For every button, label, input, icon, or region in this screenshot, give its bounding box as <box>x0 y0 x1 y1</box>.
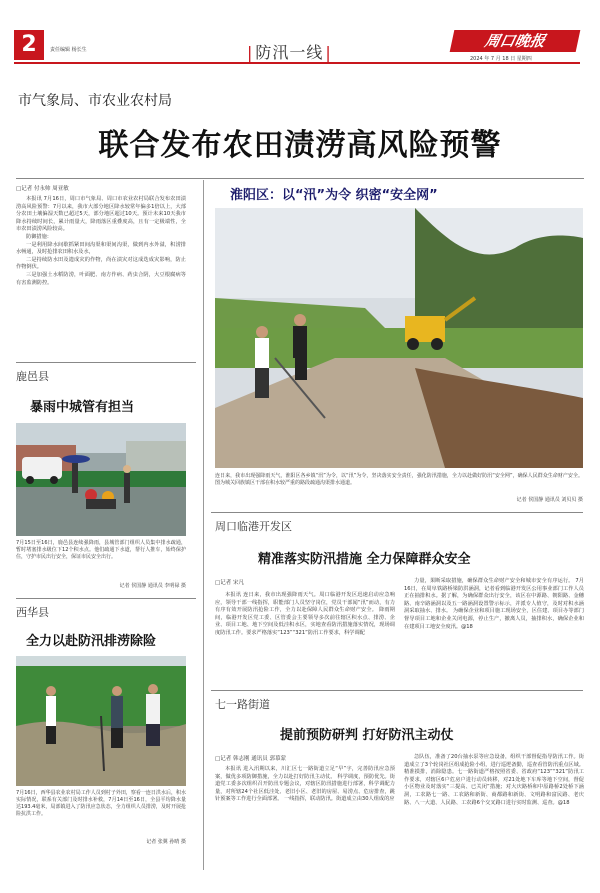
qiyi-reporter: □记者 韩志刚 通讯员 郭慕蒙 <box>215 756 286 762</box>
huaiyang-headline: 淮阳区：以“汛”为令 织密“安全网” <box>230 188 438 203</box>
linkong-reporter: □记者 宋凡 <box>215 580 244 586</box>
main-kicker: 市气象局、市农业农村局 <box>18 93 172 109</box>
linkong-col-2: 力量，果断采取措施，确保群众生命财产安全和城市安全有序运行。 7月16日，在周阜铁路桥梁防洪涵洞，记者看到临港开发区公用事业部门工作人员正在抽排积水。据了解，为确保群众出行安全，该区在中源路、朝阳路、金穗路、南辛路涵洞以及五一路涵洞设置警示标示，并派专人值守，及时对积水涵洞采取抽水、排水。 为确保企业和项目施工现场安全，区住建、项目办等部门督导项目工地和企业关闭电源，停止生产，撤离人员，抽排积水，确保企业和在建项目工地安全度汛。@18 <box>404 578 584 630</box>
section-title <box>245 40 334 63</box>
page-number: 2 <box>14 30 44 60</box>
xihua-caption: 7月16日，西华县农业农村局工作人员到村子外田，察看一连日洪水后，积水实际情况，联系有关部门及时排水补救，7月14日至16日，全县平均降水量达193.4毫米，局部镇进入了防汛应急状态，全力组织人员排涝，及时开展抢险抗洪工作。 <box>16 790 186 817</box>
section-title-text: 防汛一线 <box>255 43 324 62</box>
main-paragraph-2: 防御措施： <box>26 233 52 240</box>
main-measure-2: 二是持续防水田及遗成灾的作物，尚在渍灾对这成迭成灾影响，防止作物倒伏。 <box>16 256 186 271</box>
date-line: 2024 年 7 月 18 日 星期四 <box>470 56 532 62</box>
luyi-photo <box>16 423 186 536</box>
qiyi-col-2: 急队伍，准备了20台抽水泵等应急设备，组织干部督促指导防汛工作。街道成立了3个轮岗社区组成抢险小组，进行巡逻备勤，巡查看管防汛重点区域。 精准摸排，消除隐患。七一路街道严格按照省委、省政府“123”“321”防汛工作要求，对辖区6户危房户进行动员转移，对21处地下车库等地下空间，督促小区物业及时落实“三提高、已关闭”措施；对大庆路桥和中原路桥2处桥下涵洞，工农路七一路、工农路和新街、商都路和新街、文明路和富民路、老庆路、八一大道、人民路、工农路6个交叉路口进行实时监测、巡查。@18 <box>404 754 584 806</box>
xihua-headline: 全力以赴防汛排涝除险 <box>26 634 157 649</box>
qiyi-rule <box>211 690 583 691</box>
main-rule <box>16 178 584 179</box>
luyi-section-label: 鹿邑县 <box>16 370 49 383</box>
xihua-photo <box>16 656 186 786</box>
main-body <box>16 196 186 287</box>
main-paragraph-1: 本报讯 7月16日，周口市气象局、周口市农业农村局联合发布农田渍涝高风险预警：7月以来，我市大部分地区降水较常年偏多1倍以上，大部分农田土壤偏湿天数已超过5天，部分地区超过10天。预计未来10天我市降水持续时间长，累计雨量大，降雨落区重叠度高，且有一定极端性，全市农田渍涝风险较高。 <box>16 196 186 233</box>
huaiyang-credit: 记者 侯国静 通讯员 刘贝贝 摄 <box>516 497 583 503</box>
linkong-section-label: 周口临港开发区 <box>215 520 292 533</box>
xihua-section-label: 西华县 <box>16 606 49 619</box>
main-measure-1: 一是利用降水间歇抓紧田间沟渠和渠间沟渠，做到内水外溢，积涝排水畅通，及时抢排农田积水及水， <box>16 241 186 256</box>
main-reporter: □记者 付永帅 周亚敏 <box>16 186 69 192</box>
luyi-credit: 记者 侯国静 通讯员 李明禄 摄 <box>119 583 186 589</box>
qiyi-section-label: 七一路街道 <box>215 698 270 711</box>
linkong-rule <box>211 512 583 513</box>
bar-left-icon: | <box>247 43 254 62</box>
luyi-headline: 暴雨中城管有担当 <box>30 400 135 415</box>
xihua-rule <box>16 598 196 599</box>
main-headline: 联合发布农田渍涝高风险预警 <box>98 128 502 163</box>
linkong-col-1: 本报讯 连日来，我市出现强降雨天气。周口临港开发区迅速启动应急响应，领导干部一线指挥，职能部门人员坚守岗位，党员干部闻“汛”而动，有力有序有效开展防汛抢险工作，全力以赴保障人民群众生命财产安全。 降雨期间，临港开发区党工委、区管委会主要领导多次前往辖区积水点、排涝、企业、项目工地、地下空间及低洼积水区，实地查看防汛措施落实情况，现场调度防汛工作。要求严格落实“123”“321”防汛工作要求，科学调配 <box>215 592 395 636</box>
qiyi-headline: 提前预防研判 打好防汛主动仗 <box>280 728 454 743</box>
luyi-rule <box>16 362 196 363</box>
column-divider <box>203 180 204 870</box>
linkong-headline: 精准落实防汛措施 全力保障群众安全 <box>258 552 471 567</box>
editor-line: 责任编辑 杨长生 <box>50 47 87 53</box>
huaiyang-photo <box>215 208 583 468</box>
newspaper-logo: 周口晚报 <box>450 30 581 52</box>
qiyi-col-1: 本报讯 进入汛期以来，川汇区七一路街道立足“早”字，完善防汛应急预案，做优多项防御措施，全力以赴打好防汛主动仗。 科学调度，预防优先。街道党工委多次组织召开防汛专题会议，对辖区防汛措施进行部署，科学调配力量，对所辖24个社区低洼处、老旧小区、老旧的房屋、易涝点、危房排查，跳针预案等工作进行全面部署。 一线指挥，联动防汛。街道成立由30人组成的应 <box>215 766 395 803</box>
main-measure-3: 三是加强土水稻防涝，叶面肥、南方作病、药虫合阴，大豆根腐病等有害监测防控。 <box>16 271 186 286</box>
header-rule <box>14 62 580 64</box>
luyi-caption: 7月15日至16日，鹿邑县连续强降雨，县城管部门组织人员集中排水疏通，暂时堵塞排水级位下12个积水点。他们疏通下水道，帮行人推车，始终保护住，守护市民出行安全，保证市民安全出行。 <box>16 540 186 560</box>
xihua-credit: 记者 张翼 孙晴 摄 <box>146 839 186 845</box>
huaiyang-caption: 连日来，我市出现强降雨天气，淮阳区各乡镇“汛”为令，以“汛”为令，坚决落实安全责任，强化防汛措施，全力以赴做好防汛“安全网”，确保人民群众生命财产安全。图为城关回族镇区干部在积水较严重的路段疏通沟渠排水通道。 <box>215 473 583 486</box>
bar-right-icon: | <box>325 43 332 62</box>
